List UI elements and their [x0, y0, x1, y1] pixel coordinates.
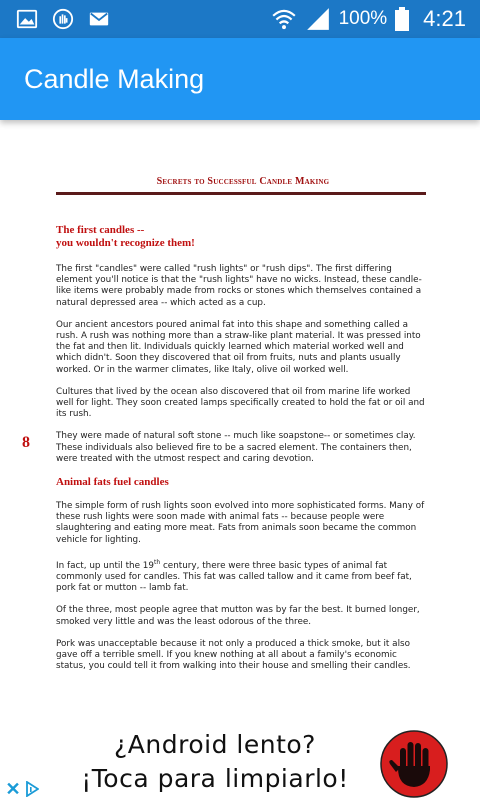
paragraph-8: Pork was unacceptable because it not only a produced a thick smoke, but it also gave off a terrible smell. If you knew nothing at all about a family's economic status, you could tell it from walking into their house and smelling their candles.: [56, 638, 411, 672]
battery-percent: 100%: [338, 8, 388, 29]
header-divider: [56, 192, 426, 195]
ad-choices[interactable]: [0, 778, 44, 800]
hand-icon: [52, 8, 74, 30]
heading-line-1: The first candles --: [56, 224, 145, 236]
paragraph-4: They were made of natural soft stone -- much like soapstone-- or sometimes clay. These individuals also believed fire to be a sacred element. The containers then, were treated with the utmost respect and caring devotion.: [56, 431, 416, 464]
paragraph-7: Of the three, most people agree that mutton was by far the best. It burned longer, smoked very little and was the least odorous of the three.: [56, 605, 420, 627]
section-heading-animal-fats: Animal fats fuel candles: [56, 476, 169, 489]
page-number: 8: [22, 434, 30, 451]
ad-info-icon[interactable]: [25, 781, 39, 797]
gmail-icon: [88, 8, 110, 30]
heading-line-2: you wouldn't recognize them!: [56, 237, 195, 249]
paragraph-6-post: century, there were three basic types of animal fat commonly used for candles. This fat was called tallow and it came from beef fat, pork fat or mutton -- lamb fat.: [56, 560, 412, 594]
ad-headline[interactable]: ¿Android lento?: [114, 730, 316, 759]
document-page[interactable]: [0, 120, 480, 722]
paragraph-6-pre: In fact, up until the 19: [56, 560, 154, 571]
ad-close-icon[interactable]: ✕: [5, 779, 21, 799]
document-header: Secrets to Successful Candle Making: [156, 176, 330, 187]
app-title: Candle Making: [24, 63, 205, 94]
section-heading-first-candles: [56, 224, 426, 250]
signal-icon: [305, 6, 331, 32]
ad-banner[interactable]: [0, 722, 480, 800]
paragraph-3: Cultures that lived by the ocean also discovered that oil from marine life worked well for light. They soon created lamps specifically created to hold the fat or oil and its rush.: [56, 386, 425, 420]
paragraph-1: The first "candles" were called "rush lights" or "rush dips". The first differing element you'll notice is that the "rush lights" have no wicks. Instead, these candle-like items were probably made from rocks or stones which themselves contained a natural depressed area -- which acted as a cup.: [56, 264, 422, 308]
ad-call-to-action[interactable]: ¡Toca para limpiarlo!: [81, 764, 349, 793]
battery-icon: [395, 7, 409, 31]
paragraph-6: [56, 557, 426, 595]
document-body: [56, 224, 426, 683]
status-bar: [0, 0, 480, 38]
clock: 4:21: [423, 6, 466, 31]
stop-hand-icon[interactable]: [380, 730, 448, 798]
paragraph-5: The simple form of rush lights soon evolved into more sophisticated forms. Many of these rush lights were soon made with animal fats -- because people were slaughtering and eating more meat. Fats from animals soon became the common vehicle for lighting.: [56, 501, 425, 545]
gallery-icon: [16, 8, 38, 30]
wifi-icon: [271, 6, 297, 32]
paragraph-6-sup: th: [154, 558, 161, 566]
app-bar: [0, 38, 480, 120]
paragraph-2: Our ancient ancestors poured animal fat into this shape and something called a rush. A rush was nothing more than a straw-like plant material. It was pressed into the fat and then lit. Individuals quickly learned which material worked well and which didn't. Soon they discovered that oil from fruits, nuts and plants usually worked. Or in the warmer climates, like Italy, olive oil worked well.: [56, 319, 421, 375]
